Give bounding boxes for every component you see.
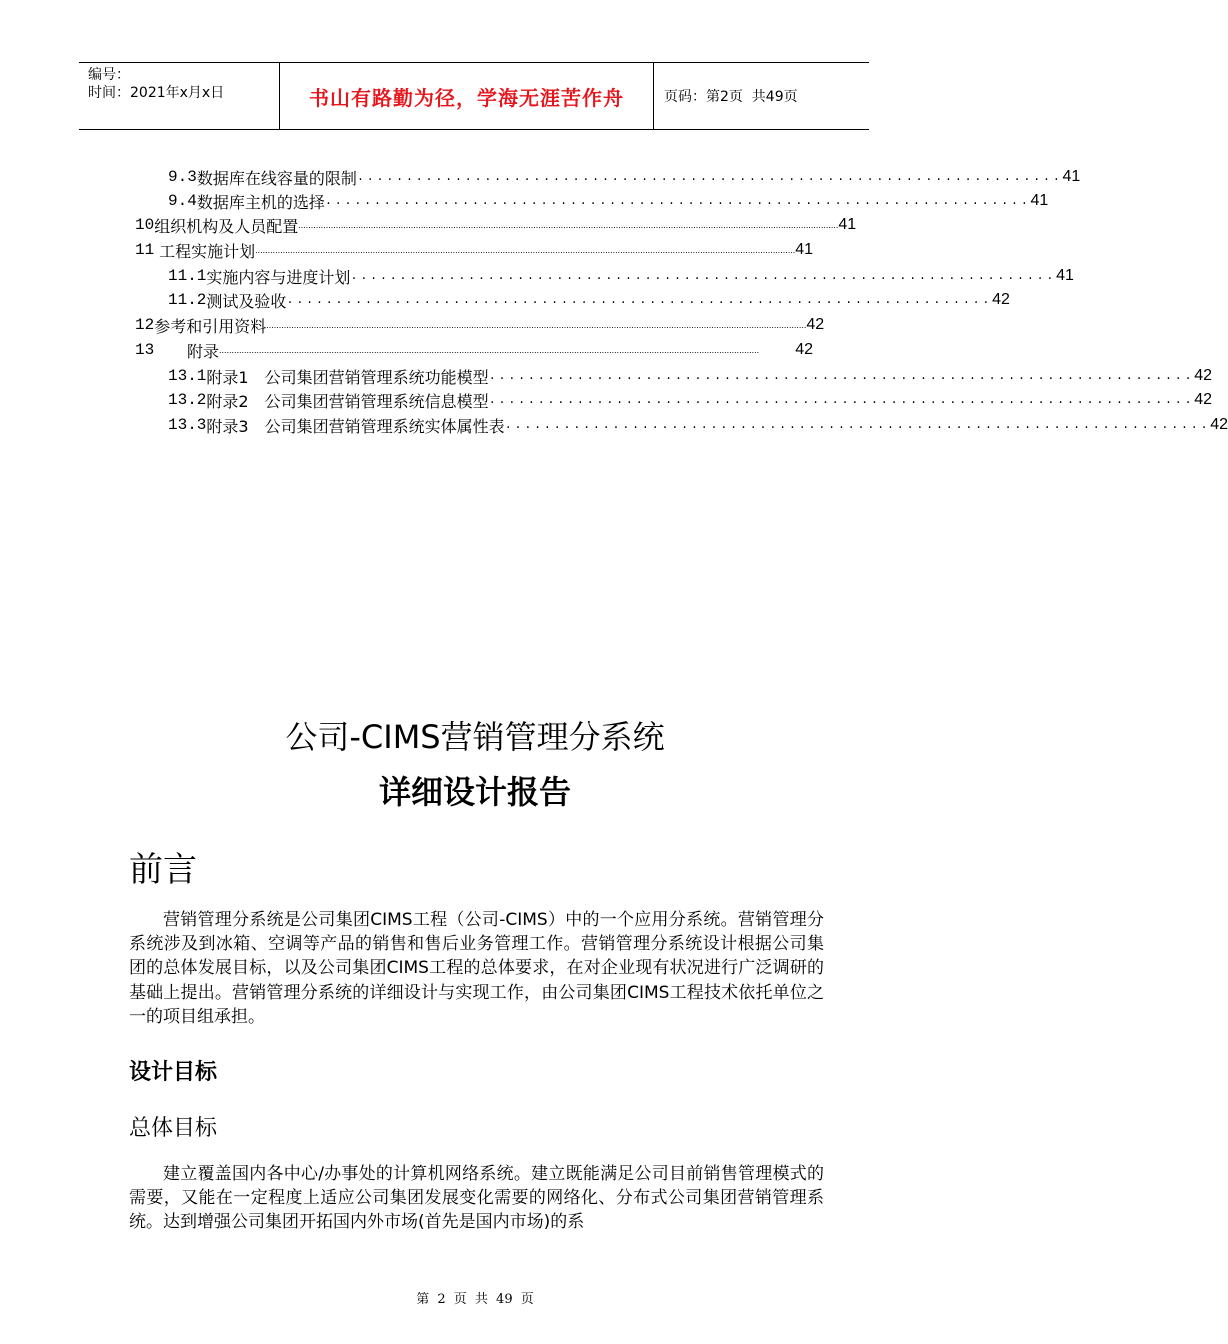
page-header	[79, 62, 869, 130]
toc-page: 42	[806, 316, 825, 333]
toc-title: 测试及验收	[206, 291, 287, 311]
toc-number: 13.1	[168, 367, 207, 385]
page-footer: 第 2 页 共 49 页	[416, 1292, 534, 1307]
preface-paragraph: 营销管理分系统是公司集团CIMS工程（公司-CIMS）中的一个应用分系统。营销管理分系统涉及到冰箱、空调等产品的销售和售后业务管理工作。营销管理分系统设计根据公司集团的总体发展目标，以及公司集团CIMS工程的总体要求，在对企业现有状况进行广泛调研的基础上提出。营销管理分系统的详细设计与实现工作，由公司集团CIMS工程技术依托单位之一的项目组承担。	[129, 910, 824, 1027]
toc-page: 42	[1194, 367, 1213, 384]
toc-entry[interactable]	[168, 190, 1049, 212]
page-info-text: 页码：第2页 共49页	[664, 89, 798, 105]
overall-goal-heading: 总体目标	[129, 1116, 218, 1141]
toc-title: 数据库主机的选择	[196, 192, 325, 212]
toc-leader: ........................................................................................................................................................................................................................	[298, 220, 839, 230]
overall-goal-paragraph: 建立覆盖国内各中心/办事处的计算机网络系统。建立既能满足公司目前销售管理模式的需要，又能在一定程度上适应公司集团发展变化需要的网络化、分布式公司集团营销管理系统。达到增强公司集团开拓国内外市场(首先是国内市场)的系	[129, 1164, 824, 1233]
toc-title: 组织机构及人员配置	[154, 216, 299, 236]
toc-entry[interactable]	[168, 389, 1213, 411]
header-page-info	[654, 63, 869, 129]
toc-entry[interactable]	[135, 239, 813, 261]
toc-number: 11	[135, 241, 155, 259]
doc-number-label: 编号：	[88, 67, 130, 83]
toc-entry[interactable]	[135, 314, 825, 336]
toc-number: 13	[135, 341, 155, 359]
toc-leader: ........................................................................	[504, 418, 1211, 432]
toc-number: 9.4	[168, 192, 197, 210]
toc-page: 42	[1210, 416, 1228, 433]
toc-number: 13.2	[168, 391, 207, 409]
toc-page: 41	[1030, 192, 1049, 209]
header-meta	[79, 63, 280, 129]
toc-entry[interactable]	[135, 339, 813, 361]
document-subtitle: 详细设计报告	[378, 773, 571, 811]
toc-title: 实施内容与进度计划	[206, 267, 351, 287]
date-label: 时间：2021年x月x日	[88, 85, 225, 101]
toc-page: 42	[1194, 391, 1213, 408]
toc-title: 附录1 公司集团营销管理系统功能模型	[206, 367, 489, 387]
design-goal-heading: 设计目标	[129, 1060, 218, 1085]
toc-number: 10	[135, 216, 155, 234]
document-title: 公司-CIMS营销管理分系统	[285, 718, 665, 756]
toc-leader: ........................................................................	[488, 369, 1195, 383]
toc-page: 41	[1062, 168, 1081, 185]
toc-leader: ........................................................................	[350, 269, 1057, 283]
toc-title: 附录2 公司集团营销管理系统信息模型	[206, 391, 489, 411]
toc-entry[interactable]	[135, 214, 857, 236]
toc-page: 42	[992, 291, 1010, 308]
toc-entry[interactable]	[168, 265, 1074, 287]
toc-number: 11.2	[168, 291, 207, 309]
toc-entry[interactable]	[168, 365, 1213, 387]
toc-leader: ........................................................................................................................................................................................................................	[219, 345, 760, 355]
toc-leader: ........................................................................	[324, 194, 1031, 208]
toc-number: 11.1	[168, 267, 207, 285]
toc-title: 附录	[187, 341, 220, 361]
toc-leader: ........................................................................................................................................................................................................................	[266, 320, 807, 330]
toc-page: 41	[795, 241, 813, 258]
toc-leader: ........................................................................	[286, 293, 993, 307]
toc-leader: ........................................................................	[356, 170, 1063, 184]
toc-title: 工程实施计划	[159, 241, 256, 261]
preface-heading: 前言	[129, 850, 197, 890]
toc-page: 42	[795, 341, 813, 358]
toc-entry[interactable]	[168, 289, 1010, 311]
toc-number: 9.3	[168, 168, 197, 186]
toc-page: 41	[1056, 267, 1074, 284]
toc-entry[interactable]	[168, 414, 1228, 436]
toc-number: 13.3	[168, 416, 207, 434]
toc-page: 41	[838, 216, 857, 233]
toc-entry[interactable]	[168, 166, 1081, 188]
toc-title: 附录3 公司集团营销管理系统实体属性表	[206, 416, 505, 436]
header-motto: 书山有路勤为径，学海无涯苦作舟	[280, 63, 654, 129]
toc-leader: ........................................................................................................................................................................................................................	[255, 245, 796, 255]
toc-number: 12	[135, 316, 155, 334]
toc-leader: ........................................................................	[488, 393, 1195, 407]
toc-title: 数据库在线容量的限制	[196, 168, 357, 188]
toc-title: 参考和引用资料	[154, 316, 267, 336]
